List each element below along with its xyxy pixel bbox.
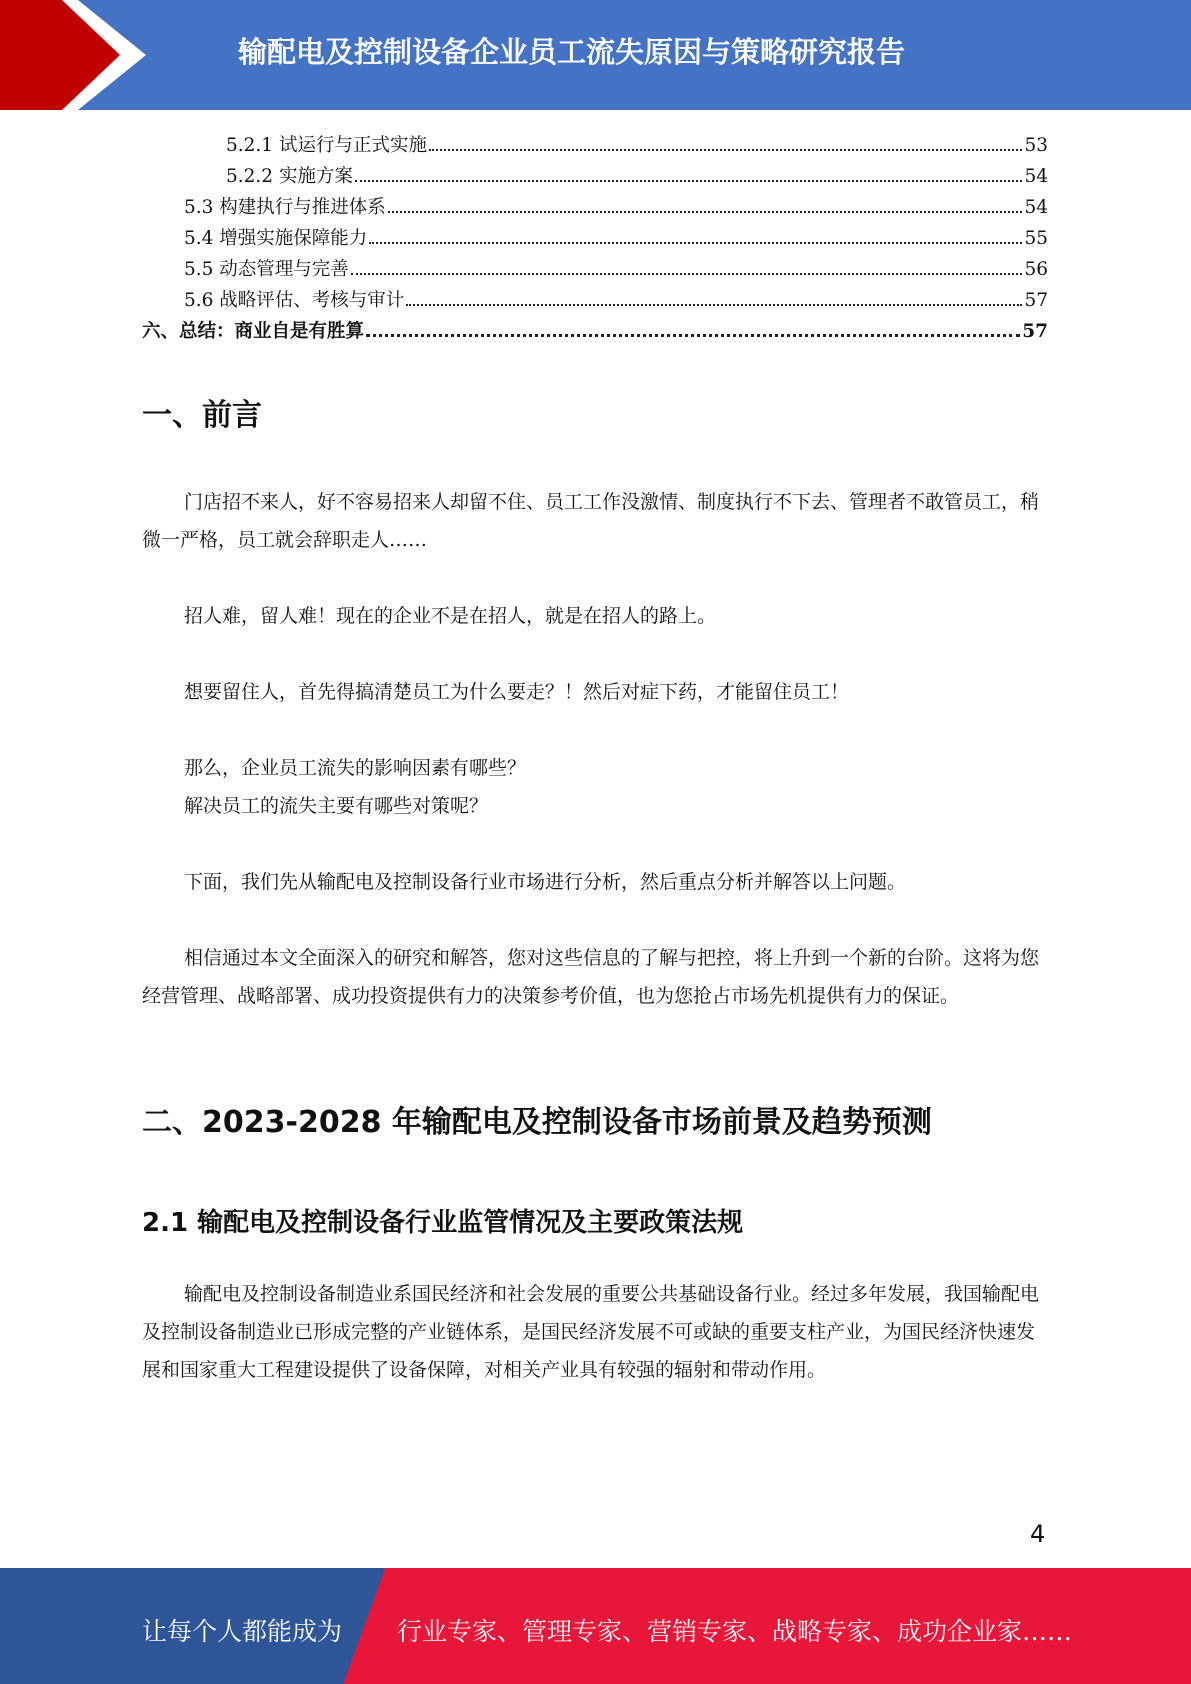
- body-paragraph: 输配电及控制设备制造业系国民经济和社会发展的重要公共基础设备行业。经过多年发展，我国输配电及控制设备制造业已形成完整的产业链体系，是国民经济发展不可或缺的重要支柱产业，为国民经济快速发展和国家重大工程建设提供了设备保障，对相关产业具有较强的辐射和带动作用。: [142, 1283, 1040, 1381]
- toc-entry-label: 5.3 构建执行与推进体系: [184, 197, 386, 218]
- body-paragraph: 招人难，留人难！现在的企业不是在招人，就是在招人的路上。: [184, 605, 717, 627]
- toc-entry-label: 5.2.1 试运行与正式实施: [226, 135, 427, 156]
- toc-leader-dots: [366, 334, 1020, 337]
- toc-entry[interactable]: [142, 316, 1048, 347]
- toc-entry[interactable]: [142, 192, 1048, 223]
- toc-entry[interactable]: [142, 285, 1048, 316]
- toc-leader-dots: [355, 180, 1023, 182]
- page-number: 4: [1030, 1520, 1046, 1548]
- subsection-heading-regulation: 2.1 输配电及控制设备行业监管情况及主要政策法规: [142, 1208, 744, 1238]
- toc-leader-dots: [369, 242, 1022, 244]
- toc-entry-page: 56: [1024, 259, 1048, 280]
- body-paragraph: 想要留住人，首先得搞清楚员工为什么要走？！然后对症下药，才能留住员工！: [184, 681, 850, 703]
- toc-entry[interactable]: [142, 130, 1048, 161]
- footer-slogan-left: 让每个人都能成为: [142, 1617, 343, 1646]
- toc-entry-label: 5.2.2 实施方案: [226, 166, 353, 187]
- toc-entry-page: 57: [1024, 290, 1048, 311]
- toc-entry-page: 57: [1022, 321, 1048, 342]
- toc-entry[interactable]: [142, 254, 1048, 285]
- section-heading-preface: 一、前言: [142, 398, 262, 433]
- header-red-arrow-decoration: [0, 0, 160, 110]
- table-of-contents: [142, 130, 1048, 347]
- toc-leader-dots: [406, 304, 1022, 306]
- toc-entry-label: 5.4 增强实施保障能力: [184, 228, 368, 249]
- toc-entry-page: 53: [1024, 135, 1048, 156]
- toc-entry-label: 六、总结：商业自是有胜算: [142, 321, 365, 342]
- body-paragraph: 相信通过本文全面深入的研究和解答，您对这些信息的了解与把控，将上升到一个新的台阶。这将为您经营管理、战略部署、成功投资提供有力的决策参考价值，也为您抢占市场先机提供有力的保证。: [142, 947, 1040, 1007]
- toc-entry-page: 55: [1024, 228, 1048, 249]
- toc-entry-label: 5.6 战略评估、考核与审计: [184, 290, 405, 311]
- body-paragraph: 解决员工的流失主要有哪些对策呢？: [184, 795, 489, 817]
- body-paragraph: 那么，企业员工流失的影响因素有哪些？: [184, 757, 527, 779]
- toc-leader-dots: [351, 273, 1023, 275]
- report-title: 输配电及控制设备企业员工流失原因与策略研究报告: [238, 35, 906, 69]
- toc-leader-dots: [429, 149, 1022, 151]
- toc-leader-dots: [388, 211, 1023, 213]
- toc-entry-page: 54: [1024, 166, 1048, 187]
- footer-slogan-right: 行业专家、管理专家、营销专家、战略专家、成功企业家……: [397, 1617, 1073, 1646]
- body-paragraph: 门店招不来人，好不容易招来人却留不住、员工工作没激情、制度执行不下去、管理者不敢管员工，稍微一严格，员工就会辞职走人……: [142, 491, 1040, 551]
- body-paragraph: 下面，我们先从输配电及控制设备行业市场进行分析，然后重点分析并解答以上问题。: [184, 871, 907, 893]
- toc-entry[interactable]: [142, 161, 1048, 192]
- toc-entry[interactable]: [142, 223, 1048, 254]
- toc-entry-page: 54: [1024, 197, 1048, 218]
- section-heading-market-outlook: 二、2023-2028 年输配电及控制设备市场前景及趋势预测: [142, 1105, 932, 1140]
- toc-entry-label: 5.5 动态管理与完善: [184, 259, 349, 280]
